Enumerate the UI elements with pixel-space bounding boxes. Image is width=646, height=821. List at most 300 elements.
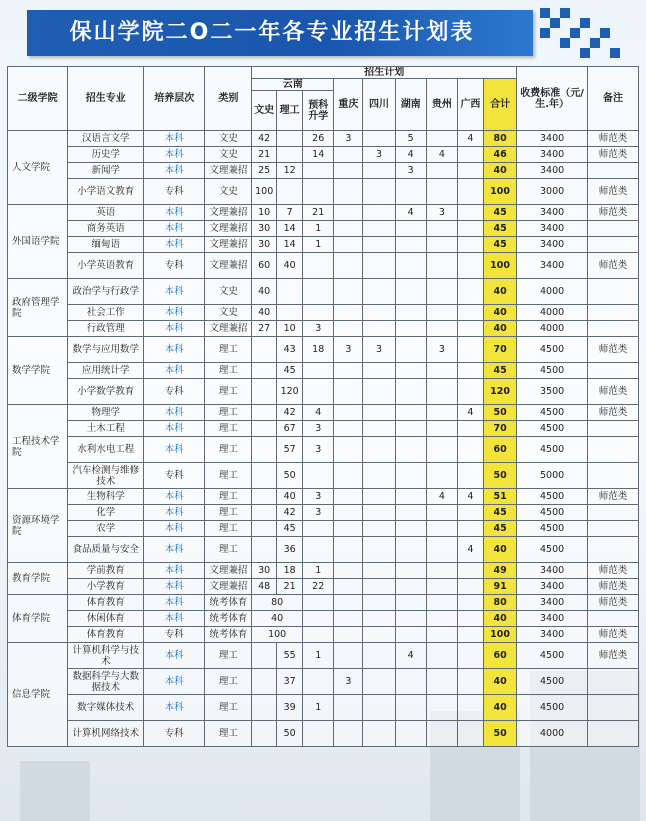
- ligong-cell: [277, 279, 303, 305]
- table-row: [8, 163, 639, 179]
- hunan-cell: [395, 669, 426, 695]
- header-guizhou: 贵州: [426, 79, 457, 131]
- table-row: [8, 643, 639, 669]
- table-row: [8, 321, 639, 337]
- category-cell: 理工: [205, 363, 252, 379]
- category-cell: 文理兼招: [205, 237, 252, 253]
- table-row: [8, 379, 639, 405]
- note-cell: 师范类: [587, 379, 638, 405]
- wenshi-cell: 25: [252, 163, 277, 179]
- chongqing-cell: [334, 463, 363, 489]
- category-cell: 文理兼招: [205, 253, 252, 279]
- wenshi-cell: [252, 505, 277, 521]
- hunan-cell: [395, 489, 426, 505]
- total-cell: 60: [483, 437, 516, 463]
- guizhou-cell: 4: [426, 147, 457, 163]
- total-cell: 50: [483, 721, 516, 747]
- hunan-cell: [395, 405, 426, 421]
- level-cell: 本科: [144, 237, 205, 253]
- table-row: [8, 489, 639, 505]
- wenshi-cell: [252, 521, 277, 537]
- sichuan-cell: [363, 363, 395, 379]
- level-cell: 专科: [144, 627, 205, 643]
- total-cell: 40: [483, 163, 516, 179]
- level-cell: 专科: [144, 379, 205, 405]
- major-cell: 计算机网络技术: [68, 721, 144, 747]
- fee-cell: 4500: [517, 505, 588, 521]
- yuke-cell: 22: [303, 579, 334, 595]
- major-cell: 小学数学教育: [68, 379, 144, 405]
- table-row: [8, 579, 639, 595]
- note-cell: 师范类: [587, 595, 638, 611]
- category-cell: 文理兼招: [205, 321, 252, 337]
- wenshi-cell: 60: [252, 253, 277, 279]
- guizhou-cell: [426, 695, 457, 721]
- chongqing-cell: [334, 379, 363, 405]
- level-cell: 本科: [144, 131, 205, 147]
- ligong-cell: 43: [277, 337, 303, 363]
- guangxi-cell: 4: [457, 131, 483, 147]
- guangxi-cell: [457, 695, 483, 721]
- header-chongqing: 重庆: [334, 79, 363, 131]
- ligong-cell: 12: [277, 163, 303, 179]
- note-cell: 师范类: [587, 627, 638, 643]
- guizhou-cell: [426, 595, 457, 611]
- note-cell: [587, 463, 638, 489]
- header-guangxi: 广西: [457, 79, 483, 131]
- level-cell: 本科: [144, 695, 205, 721]
- major-cell: 食品质量与安全: [68, 537, 144, 563]
- ligong-cell: 45: [277, 521, 303, 537]
- sichuan-cell: [363, 579, 395, 595]
- header-college: 二级学院: [8, 67, 68, 131]
- note-cell: [587, 437, 638, 463]
- chongqing-cell: [334, 489, 363, 505]
- guizhou-cell: [426, 305, 457, 321]
- ligong-cell: 57: [277, 437, 303, 463]
- level-cell: 本科: [144, 595, 205, 611]
- note-cell: [587, 505, 638, 521]
- yuke-cell: 1: [303, 563, 334, 579]
- table-row: [8, 437, 639, 463]
- fee-cell: 4500: [517, 537, 588, 563]
- major-cell: 休闲体育: [68, 611, 144, 627]
- ligong-cell: 39: [277, 695, 303, 721]
- header-major: 招生专业: [68, 67, 144, 131]
- table-row: [8, 695, 639, 721]
- guizhou-cell: [426, 721, 457, 747]
- ligong-cell: 55: [277, 643, 303, 669]
- note-cell: [587, 321, 638, 337]
- fee-cell: 3400: [517, 205, 588, 221]
- category-cell: 理工: [205, 669, 252, 695]
- guizhou-cell: [426, 537, 457, 563]
- note-cell: [587, 163, 638, 179]
- sichuan-cell: [363, 237, 395, 253]
- level-cell: 专科: [144, 721, 205, 747]
- guizhou-cell: 3: [426, 205, 457, 221]
- ligong-cell: 18: [277, 563, 303, 579]
- yuke-cell: [303, 721, 334, 747]
- category-cell: 文史: [205, 279, 252, 305]
- header-fee: 收费标准（元/生.年）: [517, 67, 588, 131]
- fee-cell: 4500: [517, 695, 588, 721]
- table-row: [8, 627, 639, 643]
- total-cell: 40: [483, 279, 516, 305]
- ligong-cell: 40: [277, 253, 303, 279]
- fee-cell: 3400: [517, 221, 588, 237]
- guizhou-cell: [426, 379, 457, 405]
- category-cell: 统考体育: [205, 627, 252, 643]
- note-cell: [587, 237, 638, 253]
- college-name: 人文学院: [8, 131, 68, 205]
- ligong-cell: 40: [277, 489, 303, 505]
- fee-cell: 4500: [517, 669, 588, 695]
- wenshi-cell: [252, 463, 277, 489]
- fee-cell: 3000: [517, 179, 588, 205]
- hunan-cell: [395, 253, 426, 279]
- hunan-cell: [395, 321, 426, 337]
- guizhou-cell: [426, 521, 457, 537]
- chongqing-cell: [334, 421, 363, 437]
- total-cell: 45: [483, 363, 516, 379]
- total-cell: 100: [483, 627, 516, 643]
- category-cell: 理工: [205, 643, 252, 669]
- table-row: [8, 363, 639, 379]
- guizhou-cell: [426, 221, 457, 237]
- level-cell: 专科: [144, 179, 205, 205]
- chongqing-cell: [334, 695, 363, 721]
- hunan-cell: 4: [395, 147, 426, 163]
- total-cell: 40: [483, 669, 516, 695]
- sichuan-cell: [363, 721, 395, 747]
- fee-cell: 3400: [517, 595, 588, 611]
- sichuan-cell: [363, 489, 395, 505]
- table-body: [8, 131, 639, 747]
- major-cell: 小学语文教育: [68, 179, 144, 205]
- total-cell: 91: [483, 579, 516, 595]
- table-row: [8, 611, 639, 627]
- guizhou-cell: [426, 421, 457, 437]
- hunan-cell: [395, 179, 426, 205]
- chongqing-cell: [334, 521, 363, 537]
- header-note: 备注: [587, 67, 638, 131]
- hunan-cell: [395, 279, 426, 305]
- table-row: [8, 463, 639, 489]
- major-cell: 计算机科学与技术: [68, 643, 144, 669]
- yuke-cell: [303, 611, 334, 627]
- category-cell: 文理兼招: [205, 221, 252, 237]
- ligong-cell: 37: [277, 669, 303, 695]
- note-cell: 师范类: [587, 405, 638, 421]
- hunan-cell: [395, 537, 426, 563]
- guangxi-cell: [457, 463, 483, 489]
- total-cell: 80: [483, 595, 516, 611]
- major-cell: 生物科学: [68, 489, 144, 505]
- table-row: [8, 253, 639, 279]
- level-cell: 本科: [144, 563, 205, 579]
- chongqing-cell: [334, 611, 363, 627]
- fee-cell: 3400: [517, 627, 588, 643]
- major-cell: 化学: [68, 505, 144, 521]
- total-cell: 70: [483, 421, 516, 437]
- note-cell: [587, 305, 638, 321]
- sichuan-cell: [363, 205, 395, 221]
- table-row: [8, 279, 639, 305]
- wenshi-cell: 30: [252, 237, 277, 253]
- guizhou-cell: [426, 405, 457, 421]
- sichuan-cell: [363, 405, 395, 421]
- level-cell: 本科: [144, 669, 205, 695]
- yuke-cell: [303, 179, 334, 205]
- level-cell: 本科: [144, 405, 205, 421]
- wenshi-cell: 40: [252, 305, 277, 321]
- wenshi-cell: 30: [252, 563, 277, 579]
- hunan-cell: [395, 237, 426, 253]
- category-cell: 理工: [205, 695, 252, 721]
- note-cell: 师范类: [587, 253, 638, 279]
- ligong-cell: [277, 147, 303, 163]
- yuke-cell: 3: [303, 505, 334, 521]
- yunnan-merged-cell: 100: [252, 627, 303, 643]
- note-cell: 师范类: [587, 147, 638, 163]
- category-cell: 文理兼招: [205, 205, 252, 221]
- note-cell: 师范类: [587, 179, 638, 205]
- yuke-cell: [303, 463, 334, 489]
- hunan-cell: [395, 579, 426, 595]
- wenshi-cell: [252, 363, 277, 379]
- total-cell: 80: [483, 131, 516, 147]
- guizhou-cell: [426, 579, 457, 595]
- major-cell: 水利水电工程: [68, 437, 144, 463]
- guizhou-cell: [426, 505, 457, 521]
- guizhou-cell: [426, 237, 457, 253]
- level-cell: 本科: [144, 437, 205, 463]
- major-cell: 缅甸语: [68, 237, 144, 253]
- total-cell: 45: [483, 221, 516, 237]
- sichuan-cell: [363, 179, 395, 205]
- chongqing-cell: [334, 279, 363, 305]
- level-cell: 本科: [144, 579, 205, 595]
- ligong-cell: 10: [277, 321, 303, 337]
- total-cell: 120: [483, 379, 516, 405]
- wenshi-cell: [252, 695, 277, 721]
- major-cell: 数学与应用数学: [68, 337, 144, 363]
- ligong-cell: 14: [277, 221, 303, 237]
- level-cell: 本科: [144, 321, 205, 337]
- table-row: [8, 595, 639, 611]
- major-cell: 数字媒体技术: [68, 695, 144, 721]
- level-cell: 本科: [144, 521, 205, 537]
- table-row: [8, 237, 639, 253]
- guangxi-cell: [457, 669, 483, 695]
- fee-cell: 4000: [517, 721, 588, 747]
- yuke-cell: [303, 627, 334, 643]
- note-cell: [587, 695, 638, 721]
- major-cell: 社会工作: [68, 305, 144, 321]
- chongqing-cell: [334, 221, 363, 237]
- total-cell: 51: [483, 489, 516, 505]
- header-total: 合计: [483, 79, 516, 131]
- fee-cell: 4500: [517, 337, 588, 363]
- guangxi-cell: [457, 305, 483, 321]
- wenshi-cell: 42: [252, 131, 277, 147]
- guangxi-cell: [457, 163, 483, 179]
- guizhou-cell: [426, 131, 457, 147]
- hunan-cell: [395, 379, 426, 405]
- hunan-cell: [395, 627, 426, 643]
- fee-cell: 3400: [517, 163, 588, 179]
- total-cell: 60: [483, 643, 516, 669]
- ligong-cell: 67: [277, 421, 303, 437]
- wenshi-cell: [252, 405, 277, 421]
- sichuan-cell: [363, 505, 395, 521]
- fee-cell: 3400: [517, 253, 588, 279]
- sichuan-cell: [363, 279, 395, 305]
- guizhou-cell: [426, 163, 457, 179]
- fee-cell: 3400: [517, 611, 588, 627]
- sichuan-cell: [363, 643, 395, 669]
- chongqing-cell: [334, 163, 363, 179]
- wenshi-cell: 40: [252, 279, 277, 305]
- fee-cell: 4000: [517, 279, 588, 305]
- college-name: 外国语学院: [8, 205, 68, 279]
- hunan-cell: [395, 305, 426, 321]
- hunan-cell: 4: [395, 643, 426, 669]
- guizhou-cell: 3: [426, 337, 457, 363]
- guizhou-cell: [426, 643, 457, 669]
- hunan-cell: [395, 463, 426, 489]
- total-cell: 46: [483, 147, 516, 163]
- category-cell: 理工: [205, 721, 252, 747]
- level-cell: 本科: [144, 363, 205, 379]
- fee-cell: 4500: [517, 437, 588, 463]
- guangxi-cell: [457, 521, 483, 537]
- sichuan-cell: [363, 421, 395, 437]
- hunan-cell: [395, 595, 426, 611]
- yuke-cell: 1: [303, 643, 334, 669]
- header-plan: 招生计划: [252, 67, 517, 79]
- level-cell: 本科: [144, 147, 205, 163]
- wenshi-cell: [252, 421, 277, 437]
- fee-cell: 4500: [517, 521, 588, 537]
- hunan-cell: [395, 563, 426, 579]
- table-row: [8, 179, 639, 205]
- hunan-cell: 5: [395, 131, 426, 147]
- chongqing-cell: 3: [334, 669, 363, 695]
- major-cell: 政治学与行政学: [68, 279, 144, 305]
- note-cell: [587, 537, 638, 563]
- chongqing-cell: [334, 643, 363, 669]
- level-cell: 本科: [144, 421, 205, 437]
- wenshi-cell: 21: [252, 147, 277, 163]
- chongqing-cell: [334, 237, 363, 253]
- chongqing-cell: [334, 205, 363, 221]
- note-cell: [587, 279, 638, 305]
- guizhou-cell: [426, 669, 457, 695]
- guizhou-cell: [426, 363, 457, 379]
- guangxi-cell: [457, 321, 483, 337]
- fee-cell: 4500: [517, 643, 588, 669]
- total-cell: 100: [483, 253, 516, 279]
- yunnan-merged-cell: 80: [252, 595, 303, 611]
- note-cell: [587, 721, 638, 747]
- ligong-cell: 42: [277, 505, 303, 521]
- guangxi-cell: [457, 279, 483, 305]
- chongqing-cell: [334, 537, 363, 563]
- chongqing-cell: [334, 505, 363, 521]
- category-cell: 理工: [205, 463, 252, 489]
- yuke-cell: [303, 669, 334, 695]
- ligong-cell: 7: [277, 205, 303, 221]
- sichuan-cell: 3: [363, 147, 395, 163]
- yuke-cell: [303, 537, 334, 563]
- table-row: [8, 563, 639, 579]
- chongqing-cell: [334, 437, 363, 463]
- major-cell: 商务英语: [68, 221, 144, 237]
- chongqing-cell: [334, 179, 363, 205]
- total-cell: 40: [483, 611, 516, 627]
- wenshi-cell: 27: [252, 321, 277, 337]
- fee-cell: 3400: [517, 131, 588, 147]
- fee-cell: 3400: [517, 579, 588, 595]
- level-cell: 专科: [144, 463, 205, 489]
- guangxi-cell: [457, 379, 483, 405]
- header-wenshi: 文史: [252, 91, 277, 131]
- table-row: [8, 405, 639, 421]
- college-name: 资源环境学院: [8, 489, 68, 563]
- hunan-cell: [395, 363, 426, 379]
- yuke-cell: 18: [303, 337, 334, 363]
- chongqing-cell: [334, 147, 363, 163]
- wenshi-cell: [252, 537, 277, 563]
- guizhou-cell: [426, 437, 457, 463]
- sichuan-cell: [363, 695, 395, 721]
- table-row: [8, 421, 639, 437]
- note-cell: 师范类: [587, 489, 638, 505]
- sichuan-cell: [363, 221, 395, 237]
- guizhou-cell: [426, 563, 457, 579]
- note-cell: [587, 611, 638, 627]
- total-cell: 45: [483, 505, 516, 521]
- sichuan-cell: [363, 537, 395, 563]
- yuke-cell: 26: [303, 131, 334, 147]
- yuke-cell: 14: [303, 147, 334, 163]
- sichuan-cell: [363, 563, 395, 579]
- table-row: [8, 537, 639, 563]
- guangxi-cell: [457, 505, 483, 521]
- level-cell: 本科: [144, 205, 205, 221]
- ligong-cell: 36: [277, 537, 303, 563]
- category-cell: 理工: [205, 521, 252, 537]
- table-row: [8, 721, 639, 747]
- wenshi-cell: [252, 337, 277, 363]
- yuke-cell: 3: [303, 421, 334, 437]
- major-cell: 汉语言文学: [68, 131, 144, 147]
- yuke-cell: 21: [303, 205, 334, 221]
- wenshi-cell: 30: [252, 221, 277, 237]
- major-cell: 物理学: [68, 405, 144, 421]
- guizhou-cell: [426, 321, 457, 337]
- level-cell: 专科: [144, 253, 205, 279]
- wenshi-cell: [252, 379, 277, 405]
- yuke-cell: 4: [303, 405, 334, 421]
- chongqing-cell: [334, 595, 363, 611]
- sichuan-cell: [363, 379, 395, 405]
- category-cell: 文史: [205, 305, 252, 321]
- guangxi-cell: [457, 437, 483, 463]
- level-cell: 本科: [144, 279, 205, 305]
